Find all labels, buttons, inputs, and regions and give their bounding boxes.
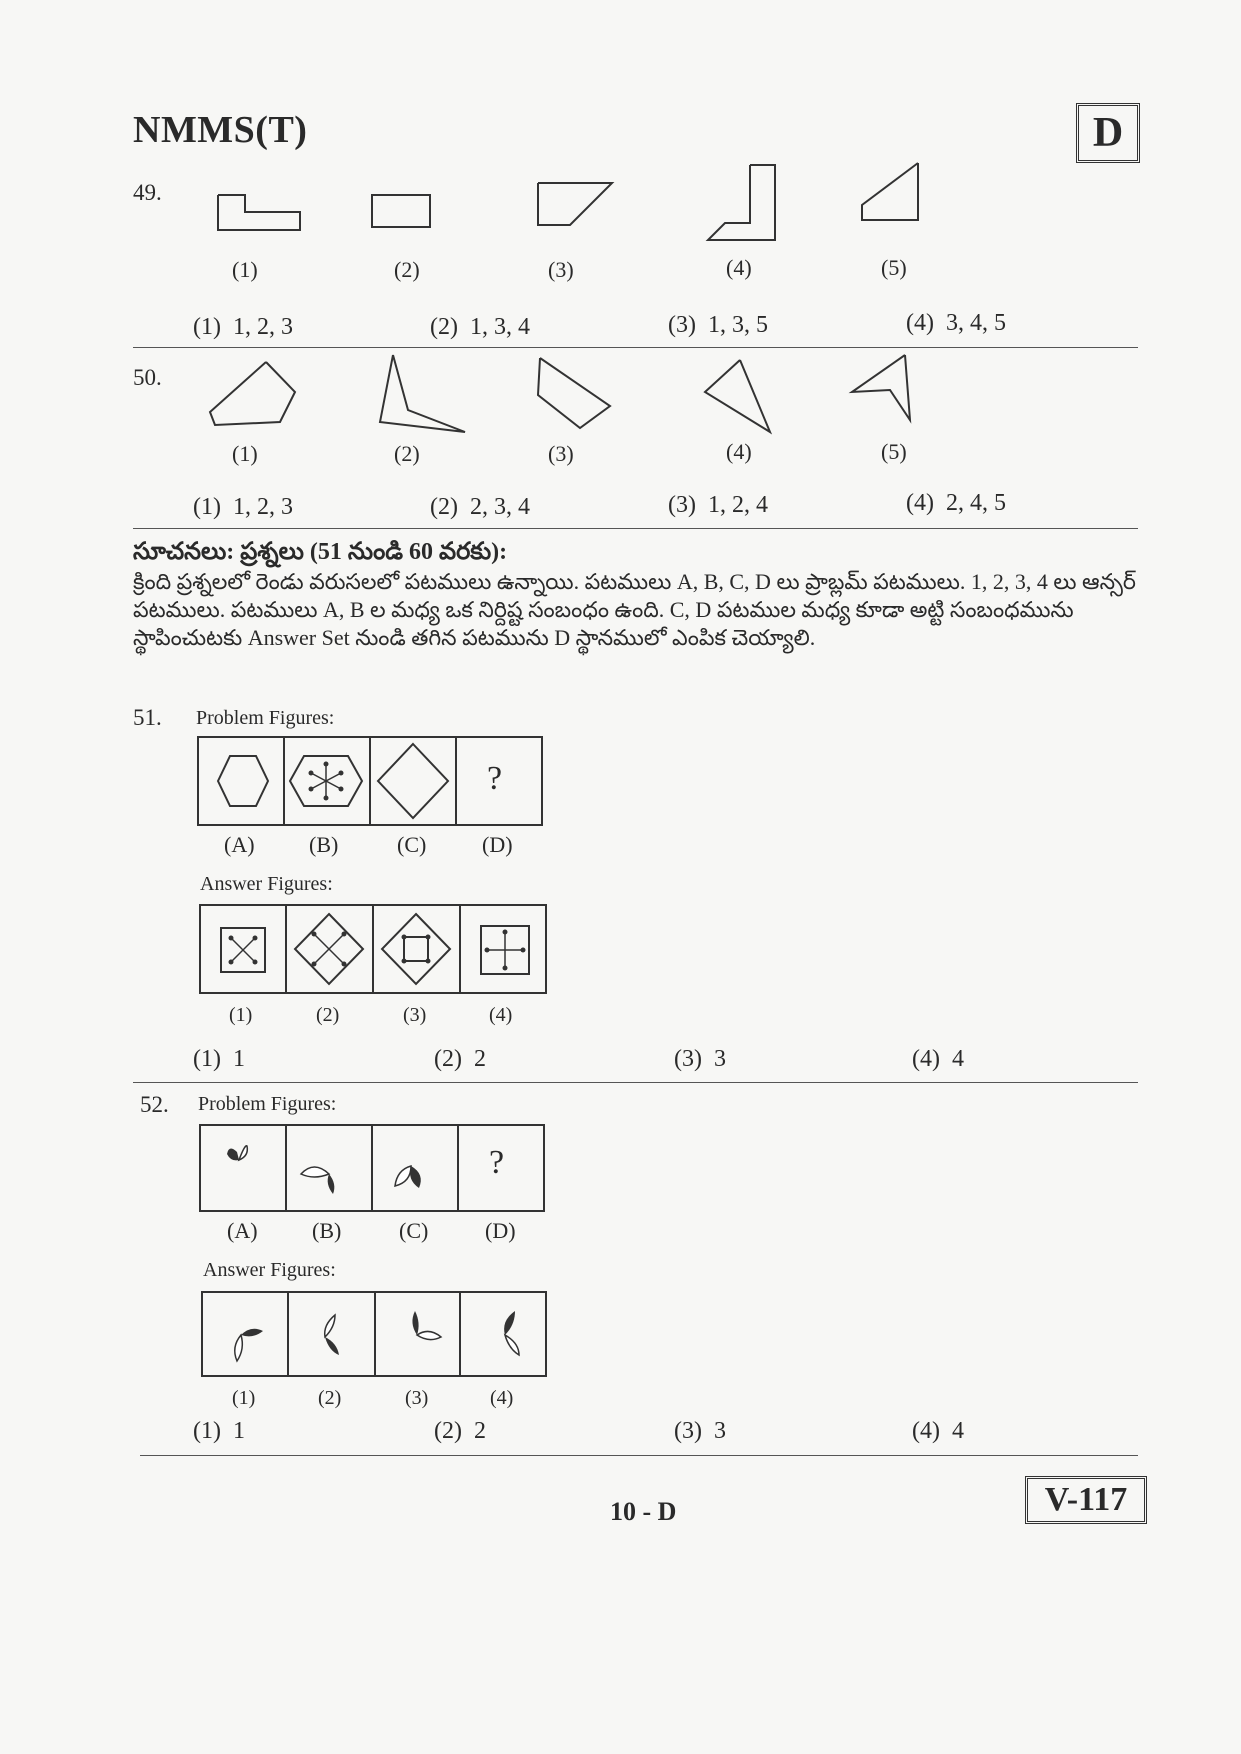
figure-label: (3): [548, 257, 574, 282]
instructions-heading: సూచనలు: ప్రశ్నలు (51 నుండి 60 వరకు):: [133, 539, 508, 565]
option-2[interactable]: [430, 314, 530, 341]
q50-figures: [200, 350, 960, 450]
cell-label: (2): [316, 1004, 340, 1026]
option-3[interactable]: [674, 1046, 726, 1073]
option-num: (2): [434, 1046, 462, 1072]
figure-label: (5): [881, 439, 907, 464]
option-num: (1): [193, 1418, 221, 1444]
figure-label: (3): [548, 441, 574, 466]
option-text: 2, 3, 4: [469, 494, 530, 520]
option-3[interactable]: [668, 312, 768, 339]
answer-figures-label: Answer Figures:: [200, 873, 333, 895]
problem-figures-label: Problem Figures:: [196, 707, 335, 729]
option-text: 2: [473, 1418, 486, 1444]
option-text: 1, 2, 4: [707, 492, 768, 518]
cell-label: (4): [489, 1004, 513, 1026]
option-num: (4): [912, 1418, 940, 1444]
option-1[interactable]: [193, 1418, 245, 1445]
option-num: (2): [430, 314, 458, 340]
page-number: 10 - D: [610, 1497, 677, 1526]
instructions-body: క్రింది ప్రశ్నలలో రెండు వరుసలలో పటములు ఉన్నాయి. పటములు A, B, C, D లు ప్రాబ్లమ్ పటములు. 1, 2, 3, 4 లు ఆన్సర్ పటములు. పటములు A, B ల మధ్య ఒక నిర్దిష్ట సంబంధం ఉంది. C, D పటముల మధ్య కూడా అట్టి సంబంధమును స్థాపించుటకు Answer Set నుండి తగిన పటమును D స్థానములో ఎంపిక చెయ్యాలి.: [133, 569, 1136, 650]
option-num: (3): [668, 312, 696, 338]
option-text: 4: [951, 1418, 964, 1444]
divider: [140, 1455, 1138, 1456]
version-code-box: V-117: [1025, 1476, 1147, 1524]
set-code-box: D: [1076, 103, 1140, 163]
cell-label: (2): [318, 1387, 342, 1409]
option-text: 1: [232, 1046, 245, 1072]
question-number: 52.: [140, 1092, 169, 1117]
option-4[interactable]: [912, 1418, 964, 1445]
option-2[interactable]: [434, 1418, 486, 1445]
cell-label: (D): [482, 832, 513, 857]
cell-label: (C): [399, 1218, 429, 1243]
option-num: (4): [912, 1046, 940, 1072]
option-text: 3: [713, 1418, 726, 1444]
question-number: 50.: [133, 365, 162, 390]
option-text: 3: [713, 1046, 726, 1072]
option-3[interactable]: [668, 492, 768, 519]
cell-label: (1): [229, 1004, 253, 1026]
option-num: (1): [193, 1046, 221, 1072]
cell-label: (1): [232, 1387, 256, 1409]
option-3[interactable]: [674, 1418, 726, 1445]
option-text: 2, 4, 5: [945, 490, 1006, 516]
option-text: 1: [232, 1418, 245, 1444]
option-1[interactable]: [193, 1046, 245, 1073]
figure-label: (1): [232, 441, 258, 466]
figure-label: (5): [881, 255, 907, 280]
cell-label: (4): [490, 1387, 514, 1409]
divider: [133, 1082, 1138, 1083]
option-text: 1, 2, 3: [232, 314, 293, 340]
option-text: 3, 4, 5: [945, 310, 1006, 336]
cell-label: (3): [405, 1387, 429, 1409]
option-text: 1, 3, 5: [707, 312, 768, 338]
figure-label: (4): [726, 439, 752, 464]
divider: [133, 528, 1138, 529]
option-num: (2): [434, 1418, 462, 1444]
cell-label: (A): [224, 832, 255, 857]
question-mark: ?: [487, 760, 503, 797]
option-2[interactable]: [434, 1046, 486, 1073]
cell-label: (C): [397, 832, 427, 857]
option-num: (2): [430, 494, 458, 520]
option-4[interactable]: [912, 1046, 964, 1073]
option-num: (3): [674, 1046, 702, 1072]
problem-figures-label: Problem Figures:: [198, 1093, 337, 1115]
option-text: 1, 3, 4: [469, 314, 530, 340]
answer-figures-label: Answer Figures:: [203, 1259, 336, 1281]
exam-title: NMMS(T): [133, 109, 308, 151]
option-num: (3): [668, 492, 696, 518]
option-num: (3): [674, 1418, 702, 1444]
option-text: 4: [951, 1046, 964, 1072]
option-1[interactable]: [193, 494, 293, 521]
option-num: (1): [193, 494, 221, 520]
option-text: 1, 2, 3: [232, 494, 293, 520]
divider: [133, 347, 1138, 348]
cell-label: (B): [312, 1218, 342, 1243]
cell-label: (A): [227, 1218, 258, 1243]
cell-label: (D): [485, 1218, 516, 1243]
question-number: 51.: [133, 705, 162, 730]
option-num: (1): [193, 314, 221, 340]
option-4[interactable]: [906, 490, 1006, 517]
option-4[interactable]: [906, 310, 1006, 337]
option-num: (4): [906, 490, 934, 516]
cell-label: (3): [403, 1004, 427, 1026]
question-number: 49.: [133, 180, 162, 205]
option-1[interactable]: [193, 314, 293, 341]
option-2[interactable]: [430, 494, 530, 521]
figure-label: (1): [232, 257, 258, 282]
option-num: (4): [906, 310, 934, 336]
q52-answer-grid: [201, 1291, 549, 1379]
option-text: 2: [473, 1046, 486, 1072]
q51-answer-grid: [199, 904, 549, 996]
figure-label: (4): [726, 255, 752, 280]
figure-label: (2): [394, 441, 420, 466]
q49-figures: [200, 155, 960, 245]
question-mark: ?: [489, 1144, 505, 1181]
figure-label: (2): [394, 257, 420, 282]
cell-label: (B): [309, 832, 339, 857]
